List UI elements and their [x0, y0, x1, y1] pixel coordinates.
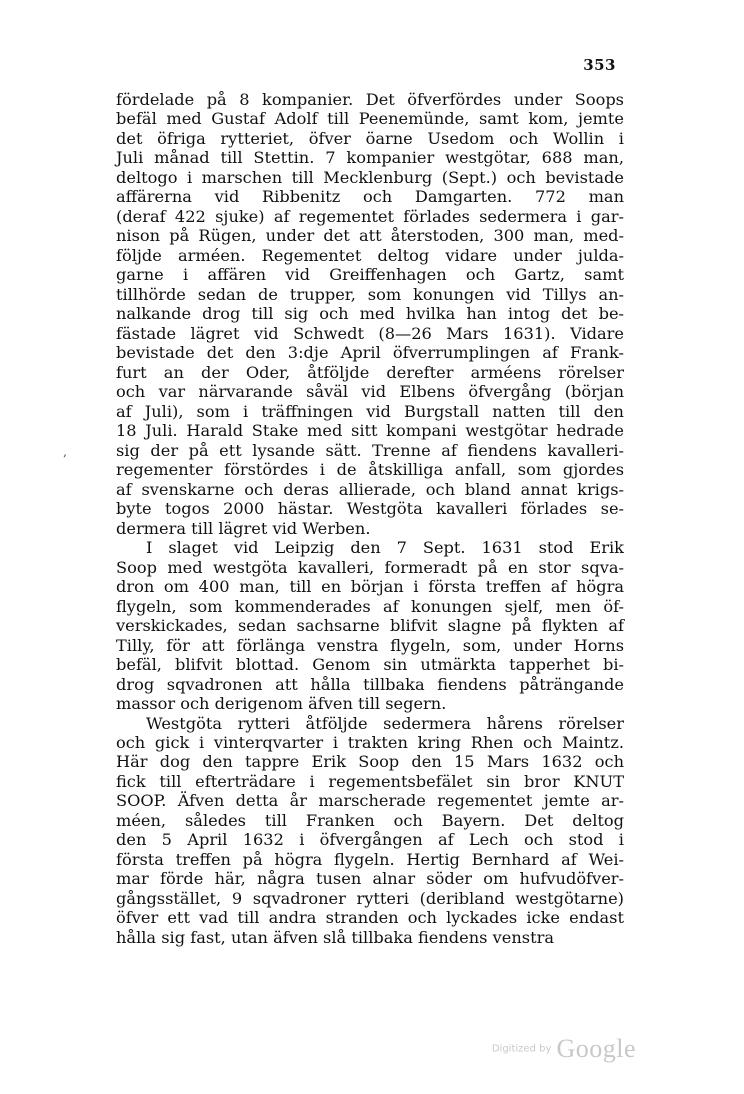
text-line: af svenskarne och deras allierade, och bland annat krigs- [116, 479, 624, 499]
text-line: fördelade på 8 kompanier. Det öfverfördes under Soops [116, 90, 624, 109]
text-line: bevistade det den 3:dje April öfverrumplingen af Frank- [116, 343, 624, 363]
text-line: fick till efterträdare i regementsbefälet sin bror KNUT [116, 771, 624, 791]
text-line: första treffen på högra flygeln. Hertig Bernhard af Wei- [116, 849, 624, 869]
text-line: regementer förstördes i de åtskilliga anfall, som gjordes [116, 460, 624, 480]
text-line: garne i affären vid Greiffenhagen och Gartz, samt [116, 265, 624, 285]
watermark-prefix: Digitized by [491, 1043, 552, 1055]
text-line: dermera till lägret vid Werben. [116, 518, 371, 538]
text-line: Westgöta rytteri åtföljde sedermera hårens rörelser [146, 713, 624, 733]
text-line: SOOP. Äfven detta år marscherade regementet jemte ar- [116, 791, 624, 811]
text-line: Tilly, för att förlänga venstra flygeln, som, under Horns [116, 635, 624, 655]
text-line: byte togos 2000 hästar. Westgöta kavalleri förlades se- [116, 499, 624, 519]
text-line: dron om 400 man, till en början i första treffen af högra [116, 577, 624, 597]
text-line: (deraf 422 sjuke) af regementet förlades sedermera i gar- [116, 206, 624, 226]
text-line: flygeln, som kommenderades af konungen sjelf, men öf- [116, 596, 624, 616]
text-line: hålla sig fast, utan äfven slå tillbaka fiendens venstra [116, 927, 554, 947]
text-line: nalkande drog till sig och med hvilka han intog det be- [116, 304, 624, 324]
text-line: I slaget vid Leipzig den 7 Sept. 1631 stod Erik [146, 538, 624, 558]
text-line: 18 Juli. Harald Stake med sitt kompani westgötar hedrade [116, 421, 624, 441]
text-line: méen, således till Franken och Bayern. Det deltog [116, 810, 624, 830]
text-line: och var närvarande såväl vid Elbens öfvergång (början [116, 382, 624, 402]
body-text [116, 90, 624, 947]
text-line: nison på Rügen, under det att återstoden, 300 man, med- [116, 226, 624, 246]
text-line: tillhörde sedan de trupper, som konungen vid Tillys an- [116, 284, 624, 304]
text-line: Här dog den tappre Erik Soop den 15 Mars 1632 och [116, 752, 624, 772]
stray-margin-mark: ‚ [63, 445, 67, 459]
text-line: af Juli), som i träffningen vid Burgstall natten till den [116, 401, 624, 421]
text-line: befäl, blifvit blottad. Genom sin utmärkta tapperhet bi- [116, 655, 624, 675]
text-line: befäl med Gustaf Adolf till Peenemünde, samt kom, jemte [116, 109, 624, 129]
text-line: det öfriga rytteriet, öfver öarne Usedom och Wollin i [116, 128, 624, 148]
google-logo: Google [556, 1034, 636, 1063]
text-line: drog sqvadronen att hålla tillbaka fiendens påträngande [116, 674, 624, 694]
text-line: mar förde här, några tusen alnar söder om hufvudöfver- [116, 869, 624, 889]
text-line: öfver ett vad till andra stranden och lyckades icke endast [116, 908, 624, 928]
text-line: gångsstället, 9 sqvadroner rytteri (deribland westgötarne) [116, 888, 624, 908]
text-line: och gick i vinterqvarter i trakten kring Rhen och Maintz. [116, 732, 624, 752]
text-line: följde arméen. Regementet deltog vidare under julda- [116, 245, 624, 265]
text-line: massor och derigenom äfven till segern. [116, 694, 447, 714]
text-line: furt an der Oder, åtföljde derefter arméens rörelser [116, 362, 624, 382]
text-line: Soop med westgöta kavalleri, formeradt på en stor sqva- [116, 557, 624, 577]
text-line: deltogo i marschen till Mecklenburg (Sept.) och bevistade [116, 167, 624, 187]
text-line: den 5 April 1632 i öfvergången af Lech och stod i [116, 830, 624, 850]
digitized-watermark [492, 1034, 636, 1064]
text-line: fästade lägret vid Schwedt (8—26 Mars 1631). Vidare [116, 323, 624, 343]
page-number: 353 [583, 56, 616, 74]
text-line: sig der på ett lysande sätt. Trenne af fiendens kavalleri- [116, 440, 624, 460]
text-line: verskickades, sedan sachsarne blifvit slagne på flykten af [116, 616, 624, 636]
text-line: affärerna vid Ribbenitz och Damgarten. 772 man [116, 187, 624, 207]
text-line: Juli månad till Stettin. 7 kompanier westgötar, 688 man, [116, 148, 624, 168]
